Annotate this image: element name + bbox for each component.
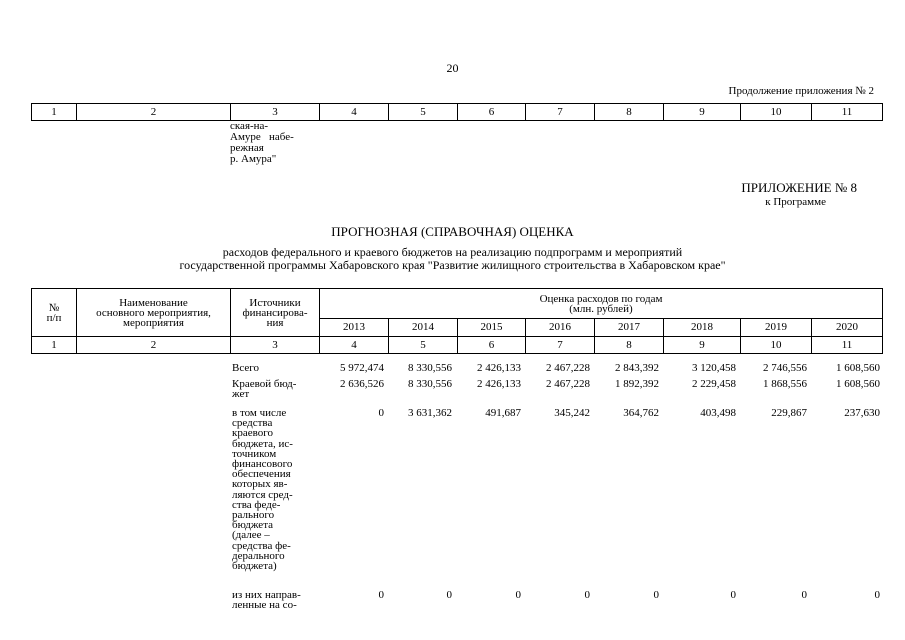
- header-funding-sources: Источники финансирова- ния: [231, 289, 320, 337]
- column-number-cell: 10: [741, 104, 812, 121]
- row-value-cell: 2 746,556: [763, 362, 807, 374]
- column-number-cell: 3: [231, 104, 320, 121]
- header-activity-name: Наименование основного мероприятия, мероприятия: [77, 289, 231, 337]
- row-value-cell: 2 229,458: [692, 378, 736, 390]
- row-value-cell: 0: [378, 589, 384, 601]
- column-number-cell: 6: [458, 104, 526, 121]
- row-source-label: из них направ- ленные на со-: [232, 589, 301, 612]
- row-value-cell: 0: [446, 589, 452, 601]
- column-number-cell: 4: [320, 104, 389, 121]
- column-number-cell: 8: [595, 104, 664, 121]
- row-value-cell: 2 426,133: [477, 378, 521, 390]
- page-number: 20: [446, 61, 459, 75]
- column-number-cell: 7: [526, 337, 595, 354]
- row-value-cell: 8 330,556: [408, 378, 452, 390]
- year-header-cell: 2020: [812, 319, 883, 337]
- column-number-cell: 7: [526, 104, 595, 121]
- continued-table-header: [31, 103, 883, 121]
- year-header-cell: 2015: [458, 319, 526, 337]
- document-title: ПРОГНОЗНАЯ (СПРАВОЧНАЯ) ОЦЕНКА: [331, 224, 574, 239]
- row-value-cell: 1 608,560: [836, 362, 880, 374]
- row-source-label: в том числе средства краевого бюджета, ис- точником финансового обеспечения которых яв- ляются сред- ства феде- рального бюджета (далее – средства фе- дерального бюджета): [232, 407, 293, 573]
- column-number-cell: 1: [32, 337, 77, 354]
- row-source-label: Всего: [232, 362, 259, 374]
- row-value-cell: 1 608,560: [836, 378, 880, 390]
- document-subtitle-line1: расходов федерального и краевого бюджетов на реализацию подпрограмм и мероприятий: [222, 245, 683, 259]
- appendix-title: ПРИЛОЖЕНИЕ № 8: [741, 180, 857, 195]
- year-header-cell: 2016: [526, 319, 595, 337]
- column-number-cell: 6: [458, 337, 526, 354]
- column-number-cell: 11: [812, 104, 883, 121]
- row-value-cell: 5 972,474: [340, 362, 384, 374]
- column-number-cell: 9: [664, 337, 741, 354]
- row-value-cell: 2 426,133: [477, 362, 521, 374]
- row-value-cell: 0: [515, 589, 521, 601]
- year-header-cell: 2014: [389, 319, 458, 337]
- column-number-cell: 2: [77, 337, 231, 354]
- row-value-cell: 364,762: [623, 407, 659, 419]
- column-number-cell: 3: [231, 337, 320, 354]
- column-number-cell: 5: [389, 104, 458, 121]
- row-value-cell: 0: [584, 589, 590, 601]
- row-value-cell: 237,630: [844, 407, 880, 419]
- row-value-cell: 2 467,228: [546, 362, 590, 374]
- column-number-cell: 1: [32, 104, 77, 121]
- column-number-cell: 2: [77, 104, 231, 121]
- row-value-cell: 403,498: [700, 407, 736, 419]
- row-value-cell: 3 120,458: [692, 362, 736, 374]
- row-value-cell: 0: [653, 589, 659, 601]
- row-value-cell: 8 330,556: [408, 362, 452, 374]
- column-number-cell: 8: [595, 337, 664, 354]
- column-number-cell: 9: [664, 104, 741, 121]
- row-value-cell: 3 631,362: [408, 407, 452, 419]
- row-value-cell: 0: [378, 407, 384, 419]
- row-value-cell: 345,242: [554, 407, 590, 419]
- column-number-cell: 4: [320, 337, 389, 354]
- appendix-subtitle: к Программе: [765, 196, 826, 208]
- year-header-cell: 2019: [741, 319, 812, 337]
- year-header-cell: 2017: [595, 319, 664, 337]
- row-value-cell: 0: [874, 589, 880, 601]
- column-number-cell: 10: [741, 337, 812, 354]
- header-estimate: Оценка расходов по годам (млн. рублей): [320, 289, 883, 319]
- row-value-cell: 0: [730, 589, 736, 601]
- row-value-cell: 2 843,392: [615, 362, 659, 374]
- row-value-cell: 2 636,526: [340, 378, 384, 390]
- document-subtitle-line2: государственной программы Хабаровского края "Развитие жилищного строительства в Хабаровском крае": [179, 258, 726, 272]
- row-source-label: Краевой бюд- жет: [232, 378, 297, 401]
- row-value-cell: 1 868,556: [763, 378, 807, 390]
- continued-cell-text: ская-на- Амуре набе- режная р. Амура": [230, 120, 294, 165]
- row-value-cell: 0: [801, 589, 807, 601]
- row-value-cell: 2 467,228: [546, 378, 590, 390]
- estimate-table-header: [31, 288, 883, 354]
- header-number: № п/п: [32, 289, 77, 337]
- row-value-cell: 1 892,392: [615, 378, 659, 390]
- continuation-note: Продолжение приложения № 2: [728, 85, 874, 97]
- column-number-cell: 5: [389, 337, 458, 354]
- year-header-cell: 2018: [664, 319, 741, 337]
- column-number-cell: 11: [812, 337, 883, 354]
- year-header-cell: 2013: [320, 319, 389, 337]
- row-value-cell: 491,687: [485, 407, 521, 419]
- row-value-cell: 229,867: [771, 407, 807, 419]
